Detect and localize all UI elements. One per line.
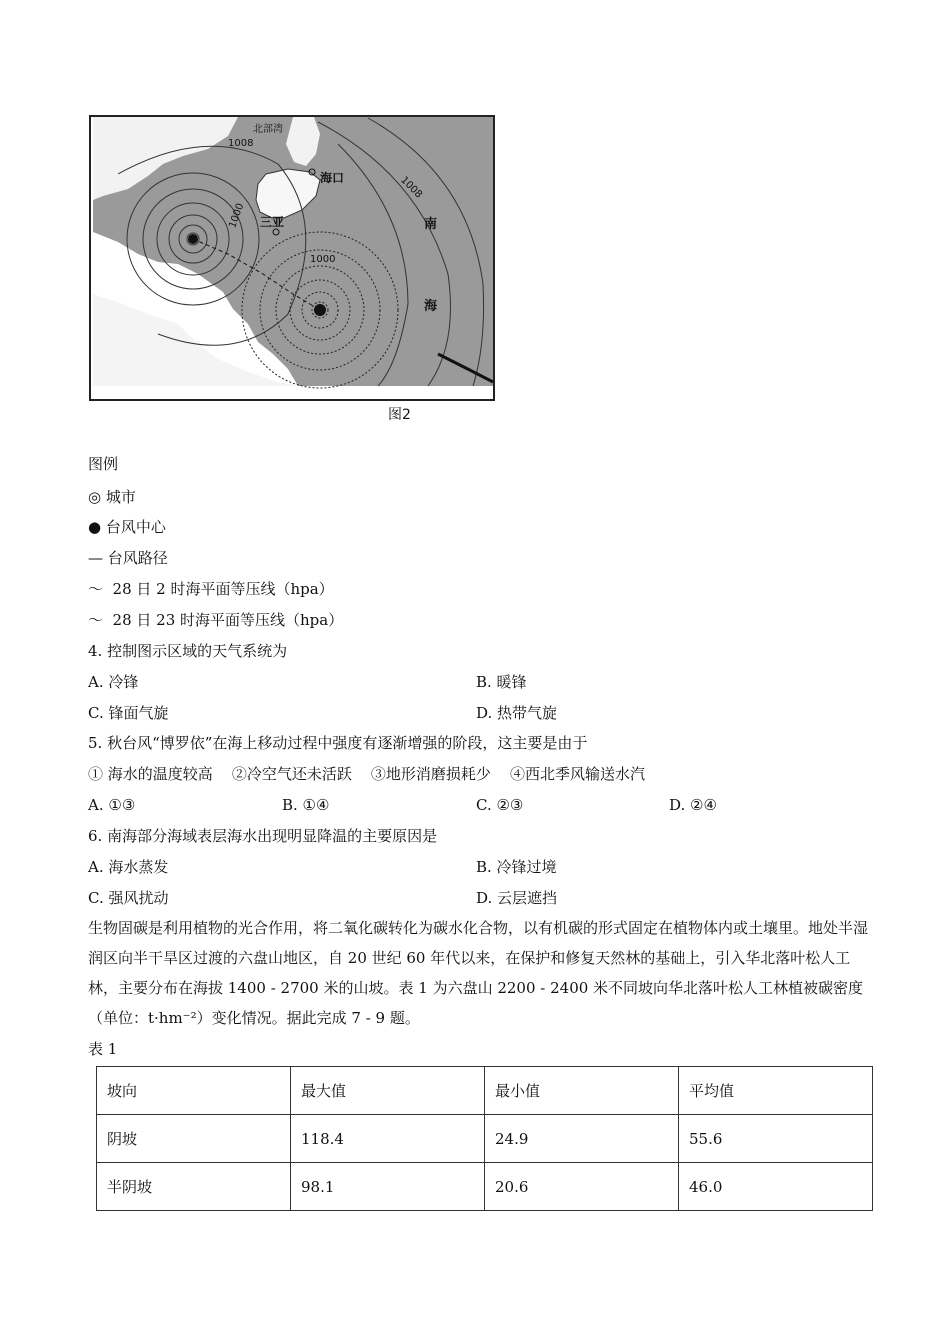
typhoon-center-east bbox=[314, 304, 326, 316]
figure-caption: 图2 bbox=[388, 407, 411, 423]
table-cell: 98.1 bbox=[291, 1163, 485, 1211]
table-row bbox=[97, 1115, 873, 1163]
table-cell: 46.0 bbox=[679, 1163, 873, 1211]
table-header-cell: 平均值 bbox=[679, 1067, 873, 1115]
legend-path: — 台风路径 bbox=[88, 549, 168, 567]
q6-stem: 6. 南海部分海域表层海水出现明显降温的主要原因是 bbox=[88, 827, 438, 845]
table-caption: 表 1 bbox=[88, 1040, 118, 1058]
q5-stem: 5. 秋台风“博罗依”在海上移动过程中强度有逐渐增强的阶段，这主要是由于 bbox=[88, 734, 588, 752]
table-cell: 24.9 bbox=[485, 1115, 679, 1163]
q5-option-d: D. ②④ bbox=[669, 796, 717, 814]
label-isobar-1000-b: 1000 bbox=[310, 254, 336, 265]
q5-option-b: B. ①④ bbox=[282, 796, 330, 814]
label-sanya: 三亚 bbox=[260, 215, 285, 229]
legend-center: ● 台风中心 bbox=[88, 518, 166, 536]
label-nan: 南 bbox=[424, 217, 438, 232]
typhoon-center-west bbox=[188, 234, 198, 244]
legend-isobar-23h: ～ 28 日 23 时海平面等压线（hpa） bbox=[88, 611, 344, 629]
q6-option-d: D. 云层遮挡 bbox=[476, 889, 558, 907]
q4-option-b: B. 暖锋 bbox=[476, 673, 527, 691]
q4-option-d: D. 热带气旋 bbox=[476, 704, 558, 722]
legend-isobar-2h: ～ 28 日 2 时海平面等压线（hpa） bbox=[88, 580, 334, 598]
legend-city: ◎ 城市 bbox=[88, 488, 136, 506]
table-cell: 118.4 bbox=[291, 1115, 485, 1163]
label-isobar-1008-b: 1008 bbox=[398, 174, 424, 201]
table-header-cell: 最小值 bbox=[485, 1067, 679, 1115]
q4-stem: 4. 控制图示区域的天气系统为 bbox=[88, 642, 288, 660]
label-haikou: 海口 bbox=[320, 171, 345, 185]
table-header-cell: 最大值 bbox=[291, 1067, 485, 1115]
table-cell: 20.6 bbox=[485, 1163, 679, 1211]
label-isobar-1000-a: 1000 bbox=[227, 201, 247, 230]
table-header-cell: 坡向 bbox=[97, 1067, 291, 1115]
passage-7-9: 生物固碳是利用植物的光合作用，将二氧化碳转化为碳水化合物，以有机碳的形式固定在植物体内或土壤里。地处半湿润区向半干旱区过渡的六盘山地区，自 20 世纪 60 年代以来，在保护和修复天然林的基础上，引入华北落叶松人工林，主要分布在海拔 1400 - 2700 米的山坡。表 1 为六盘山 2200 - 2400 米不同坡向华北落叶松人工林植被碳密度（单位：t·hm⁻²）变化情况。据此完成 7 - 9 题。 bbox=[88, 919, 869, 1027]
q6-option-b: B. 冷锋过境 bbox=[476, 858, 557, 876]
q4-option-c: C. 锋面气旋 bbox=[88, 704, 169, 722]
table-cell: 半阴坡 bbox=[97, 1163, 291, 1211]
q6-option-a: A. 海水蒸发 bbox=[88, 858, 169, 876]
legend-title: 图例 bbox=[88, 455, 119, 473]
q5-items: ① 海水的温度较高 ②冷空气还未活跃 ③地形消磨损耗少 ④西北季风输送水汽 bbox=[88, 765, 645, 783]
table-row bbox=[97, 1163, 873, 1211]
q5-option-c: C. ②③ bbox=[476, 796, 524, 814]
q4-option-a: A. 冷锋 bbox=[88, 673, 139, 691]
q5-option-a: A. ①③ bbox=[88, 796, 136, 814]
label-isobar-1008-a: 1008 bbox=[228, 138, 254, 149]
typhoon-map bbox=[88, 114, 496, 426]
label-hai: 海 bbox=[424, 299, 438, 314]
table-cell: 阴坡 bbox=[97, 1115, 291, 1163]
carbon-density-table bbox=[96, 1066, 873, 1211]
table-cell: 55.6 bbox=[679, 1115, 873, 1163]
table-header-row bbox=[97, 1067, 873, 1115]
label-beibuwan: 北部湾 bbox=[253, 124, 283, 135]
q6-option-c: C. 强风扰动 bbox=[88, 889, 169, 907]
